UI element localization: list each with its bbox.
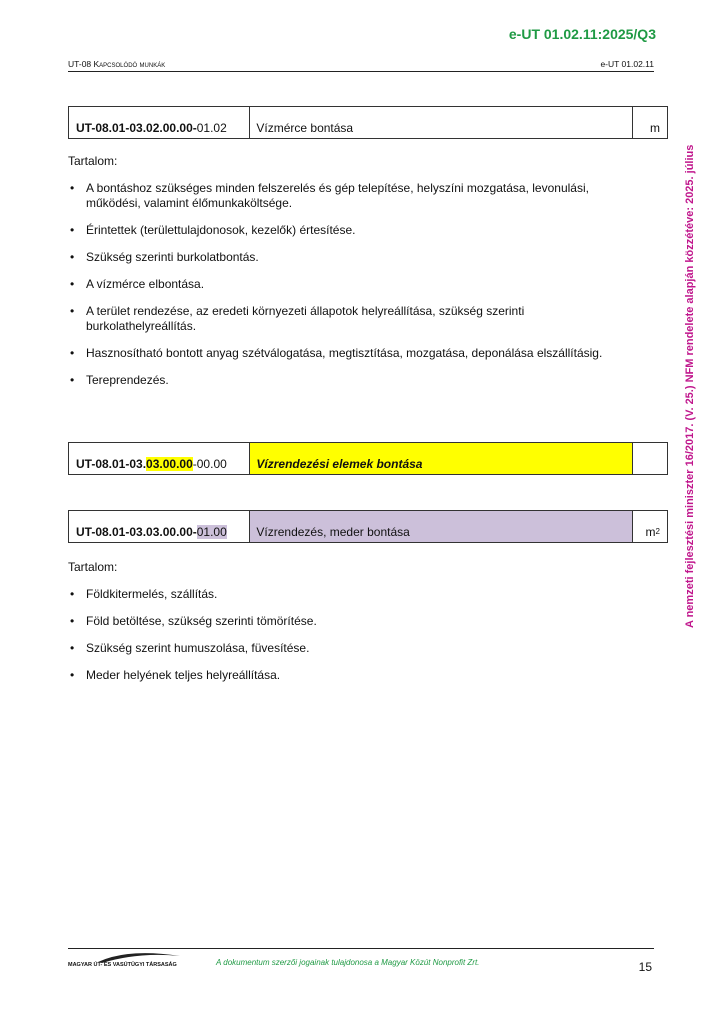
unit-exponent: 2 — [655, 527, 660, 536]
item-code-main: UT-08.01-03.03.00.00- — [76, 524, 197, 539]
item-code-highlight: 01.00 — [196, 524, 227, 539]
page-header — [68, 59, 654, 72]
society-logo-text: MAGYAR ÚT- ÉS VASÚTÜGYI TÁRSASÁG — [68, 962, 177, 968]
item-title-cell — [250, 511, 633, 542]
content-list — [68, 181, 628, 400]
item-title: Vízrendezés, meder bontása — [256, 524, 410, 539]
group-unit — [633, 443, 667, 474]
list-item: • Földkitermelés, szállítás. — [68, 587, 628, 602]
society-logo-icon — [68, 950, 188, 972]
copyright-notice: A dokumentum szerzői jogainak tulajdonosa a Magyar Közút Nonprofit Zrt. — [216, 958, 480, 967]
item-table-vizmerce — [68, 106, 668, 139]
list-item: • Szükség szerint humuszolása, füvesítése. — [68, 641, 628, 656]
list-item: • Hasznosítható bontott anyag szétválogatása, megtisztítása, mozgatása, deponálása elszállításig. — [68, 346, 628, 361]
item-table-meder-bontas — [68, 510, 668, 543]
item-unit — [633, 511, 667, 542]
footer-divider — [68, 948, 654, 949]
header-right: e-UT 01.02.11 — [600, 59, 654, 69]
list-item: • A bontáshoz szükséges minden felszerelés és gép telepítése, helyszíni mozgatása, levonulási, működési, valamint élőmunkaköltsége. — [68, 181, 628, 211]
page-number: 15 — [638, 960, 652, 974]
list-item: • Érintettek (területtulajdonosok, kezelők) értesítése. — [68, 223, 628, 238]
group-code-suffix: -00.00 — [192, 456, 227, 471]
document-code: e-UT 01.02.11:2025/Q3 — [508, 26, 656, 42]
item-unit: m — [650, 120, 660, 135]
group-title-cell — [250, 443, 633, 474]
item-title: Vízmérce bontása — [250, 107, 633, 138]
header-left: UT-08 Kapcsolódó munkák — [68, 59, 166, 69]
item-code-main: UT-08.01-03.02.00.00- — [76, 120, 197, 135]
content-label: Tartalom: — [68, 154, 118, 168]
group-table-vizrendezesi-elemek — [68, 442, 668, 475]
group-code — [69, 443, 250, 474]
list-item: • A terület rendezése, az eredeti környezeti állapotok helyreállítása, szükség szerinti burkolathelyreállítás. — [68, 304, 628, 334]
list-item: • Tereprendezés. — [68, 373, 628, 388]
side-publication-note: A nemzeti fejlesztési miniszter 16/2017. (V. 25.) NFM rendelete alapján közzétéve: 2025. július — [684, 144, 696, 628]
group-title: Vízrendezési elemek bontása — [256, 456, 423, 471]
group-code-highlight: 03.00.00 — [146, 456, 193, 471]
item-code — [69, 107, 250, 138]
content-list — [68, 587, 628, 695]
group-code-prefix: UT-08.01-03. — [76, 456, 147, 471]
unit-base: m — [645, 524, 656, 539]
item-code — [69, 511, 250, 542]
list-item: • Föld betöltése, szükség szerinti tömörítése. — [68, 614, 628, 629]
content-label: Tartalom: — [68, 560, 118, 574]
list-item: • A vízmérce elbontása. — [68, 277, 628, 292]
list-item: • Szükség szerinti burkolatbontás. — [68, 250, 628, 265]
list-item: • Meder helyének teljes helyreállítása. — [68, 668, 628, 683]
item-code-suffix: 01.02 — [196, 120, 227, 135]
